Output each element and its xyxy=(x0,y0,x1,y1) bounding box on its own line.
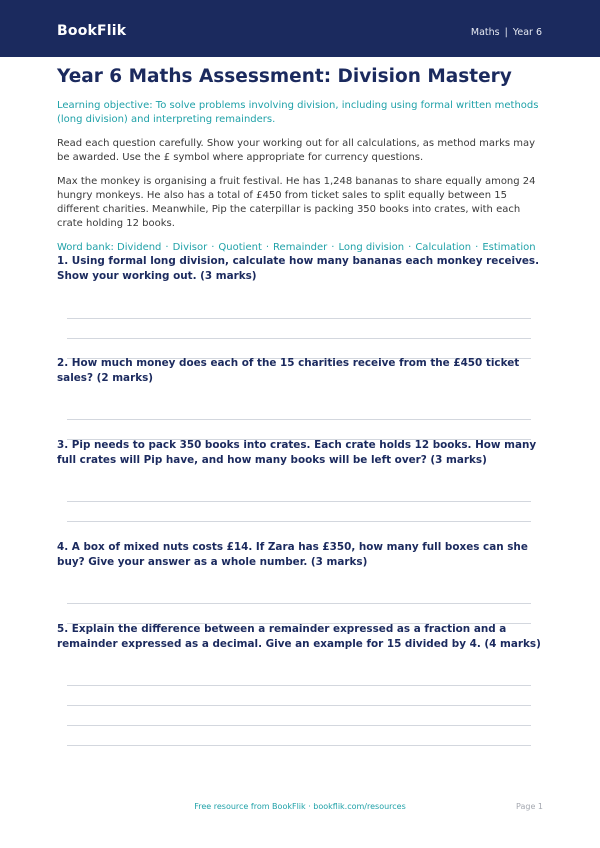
word-bank xyxy=(57,241,543,255)
word-bank-item: Calculation xyxy=(415,242,472,253)
footer-credit[interactable]: Free resource from BookFlik · bookflik.com/resources xyxy=(194,802,406,811)
answer-line[interactable] xyxy=(67,745,531,746)
instructions-text: Read each question carefully. Show your working out for all calculations, as method marks may be awarded. Use the £ symbol where appropriate for currency questions. xyxy=(57,138,536,163)
answer-line[interactable] xyxy=(67,338,531,339)
question-5: 5. Explain the difference between a remainder expressed as a fraction and a remainder expressed as a decimal. Give an example for 15 divided by 4. (4 marks) xyxy=(57,623,541,650)
intro-section xyxy=(57,66,543,255)
word-bank-separator: · xyxy=(211,242,215,253)
learning-objective: Learning objective: To solve problems involving division, including using formal written methods (long division) and interpreting remainders. xyxy=(57,100,539,125)
word-bank-separator: · xyxy=(408,242,412,253)
brand-logo: BookFlik xyxy=(57,23,127,39)
answer-line[interactable] xyxy=(67,705,531,706)
question-2: 2. How much money does each of the 15 charities receive from the £450 ticket sales? (2 marks) xyxy=(57,357,520,384)
question-1: 1. Using formal long division, calculate how many bananas each monkey receives. Show your working out. (3 marks) xyxy=(57,255,540,282)
word-bank-separator: · xyxy=(331,242,335,253)
answer-line[interactable] xyxy=(67,685,531,686)
answer-line[interactable] xyxy=(67,521,531,522)
page-title: Year 6 Maths Assessment: Division Mastery xyxy=(57,66,512,87)
word-bank-item: Estimation xyxy=(482,242,536,253)
breadcrumb-subject: Maths xyxy=(470,27,500,38)
word-bank-item: Quotient xyxy=(218,242,262,253)
word-bank-separator: · xyxy=(475,242,479,253)
answer-line[interactable] xyxy=(67,501,531,502)
breadcrumb-year: Year 6 xyxy=(512,27,542,38)
page-header xyxy=(0,0,600,57)
word-bank-item: Remainder xyxy=(273,242,328,253)
word-bank-label: Word bank: xyxy=(57,242,114,253)
breadcrumb-separator: | xyxy=(504,27,508,38)
word-bank-item: Long division xyxy=(338,242,405,253)
word-bank-separator: · xyxy=(165,242,169,253)
answer-line[interactable] xyxy=(67,603,531,604)
scenario-text: Max the monkey is organising a fruit festival. He has 1,248 bananas to share equally among 24 hungry monkeys. He also has a total of £450 from ticket sales to split equally between 15 different charities. Meanwhile, Pip the caterpillar is packing 350 books into crates, with each crate holding 12 books. xyxy=(57,176,536,229)
answer-line[interactable] xyxy=(67,419,531,420)
answer-line[interactable] xyxy=(67,318,531,319)
word-bank-item: Dividend xyxy=(117,242,162,253)
word-bank-item: Divisor xyxy=(172,242,208,253)
answer-line[interactable] xyxy=(67,725,531,726)
page-number: Page 1 xyxy=(516,802,543,811)
word-bank-separator: · xyxy=(265,242,270,253)
breadcrumb xyxy=(471,27,542,38)
question-4: 4. A box of mixed nuts costs £14. If Zara has £350, how many full boxes can she buy? Give your answer as a whole number. (3 marks) xyxy=(57,541,528,568)
question-3: 3. Pip needs to pack 350 books into crates. Each crate holds 12 books. How many full crates will Pip have, and how many books will be left over? (3 marks) xyxy=(57,439,537,466)
